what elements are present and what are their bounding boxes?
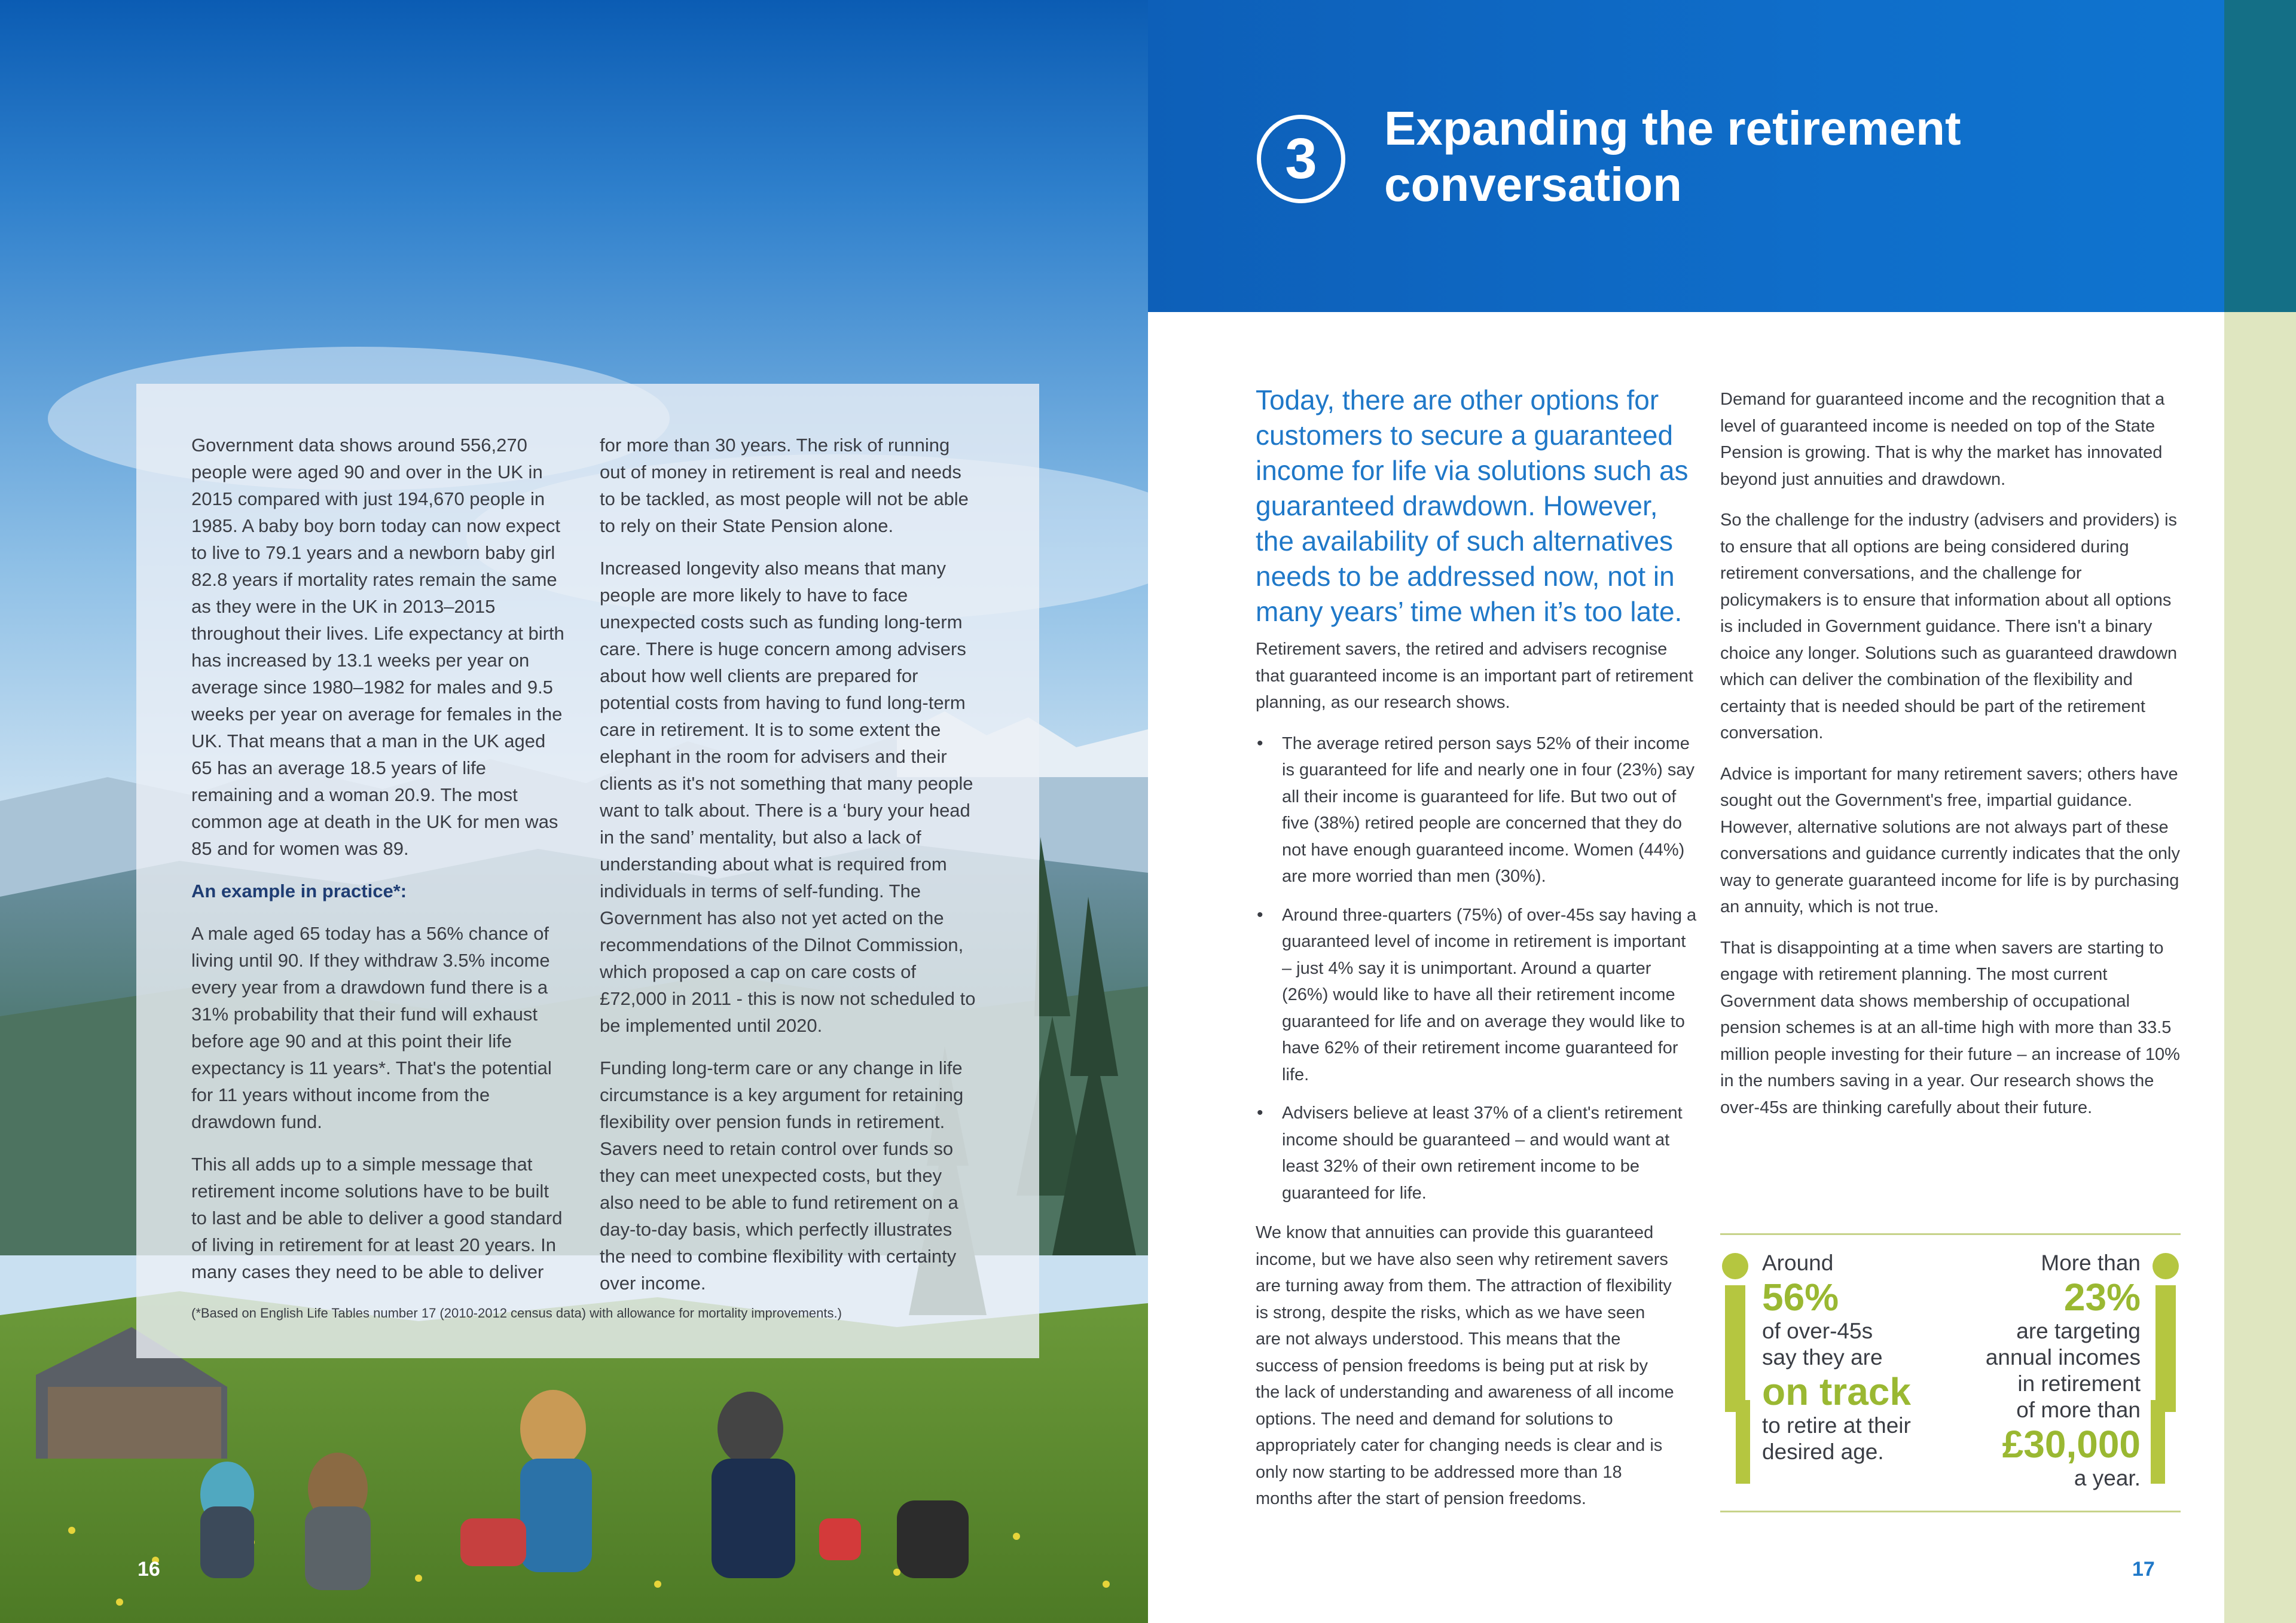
- lead-paragraph: Today, there are other options for customers to secure a guaranteed income for life via solutions such as guaranteed drawdown. However, the availability of such alternatives needs to be addressed now, not in many years’ time when it’s too late.: [1256, 384, 1689, 627]
- example-heading: An example in practice*:: [191, 881, 407, 901]
- right-column-1: [1256, 636, 1698, 1221]
- right-page: [1148, 0, 2296, 1623]
- stat-highlight: on track: [1762, 1370, 1911, 1413]
- body-paragraph: Advice is important for many retirement savers; others have sought out the Government's free, impartial guidance. However, alternative solutions are not always part of these conversations and guidance currently indicates that the only way to generate guaranteed income for life is by purchasing an annuity, which is not true.: [1720, 764, 2180, 916]
- section-number: 3: [1285, 127, 1317, 191]
- stat-text: annual incomes: [1985, 1345, 2141, 1370]
- text-panel: [136, 384, 1039, 1358]
- stat-income-target: [1937, 1250, 2141, 1491]
- body-paragraph: Government data shows around 556,270 people were aged 90 and over in the UK in 2015 compared with just 194,670 people in 1985. A baby boy born today can now expect to live to 79.1 years and a newborn baby girl 82.8 years if mortality rates remain the same as they were in the UK in 2013–2015 throughout their lives. Life expectancy at birth has increased by 13.1 weeks per year on average since 1980–1982 for males and 9.5 weeks per year on average for females in the UK. That means that a man in the UK aged 65 has an average 18.5 years of life remaining and a woman 20.9. The most common age at death in the UK for men was 85 and for women was 89.: [191, 435, 564, 859]
- body-paragraph: A male aged 65 today has a 56% chance of living until 90. If they withdraw 3.5% income every year from a drawdown fund there is a 31% probability that their fund will exhaust before age 90 and at this point their life expectancy is 11 years*. That's the potential for 11 years without income from the drawdown fund.: [191, 923, 552, 1132]
- section-title: Expanding the retirement conversation: [1384, 102, 1961, 211]
- closing-paragraph: We know that annuities can provide this guaranteed income, but we have also seen why retirement savers are turning away from them. The attraction of flexibility is strong, despite the risks, which as we have seen are not always understood. This means that the success of pension freedoms is being put at risk by the lack of understanding and awareness of all income options. The need and demand for solutions to appropriately cater for changing needs is clear and is only now starting to be addressed more than 18 months after the start of pension freedoms.: [1256, 1223, 1674, 1508]
- page-number-right: 17: [2132, 1558, 2155, 1581]
- body-paragraph: Funding long-term care or any change in life circumstance is a key argument for retaining flexibility over pension funds in retirement. Savers need to retain control over funds so they can meet unexpected costs, but they also need to be able to fund retirement on a day-to-day basis, which perfectly illustrates the need to combine flexibility with certainty over income.: [600, 1057, 964, 1294]
- body-paragraph: Increased longevity also means that many people are more likely to have to face unexpected costs such as funding long-term care. There is huge concern among advisers about how well clients are prepared for potential costs from having to fund long-term care in retirement. It is to some extent the elephant in the room for advisers and their clients as it's not something that many people want to talk about. There is a ‘bury your head in the sand’ mentality, but also a lack of understanding about what is required from individuals in terms of self-funding. The Government has also not yet acted on the recommendations of the Dilnot Commission, which proposed a cap on care costs of £72,000 in 2011 - this is now not scheduled to be implemented until 2020.: [600, 558, 976, 1036]
- infographic-bottom-rule: [1720, 1511, 2181, 1512]
- body-paragraph: So the challenge for the industry (advisers and providers) is to ensure that all options are being considered during retirement conversations, and the challenge for policymakers is to ensure that information about all options is included in Government guidance. There isn't a binary choice any longer. Solutions such as guaranteed drawdown which can deliver the combination of the flexibility and certainty that is needed should be part of the retirement conversation.: [1720, 511, 2178, 742]
- stat-text: a year.: [2074, 1466, 2141, 1490]
- teal-edge-strip: [2224, 0, 2296, 312]
- stat-text: desired age.: [1762, 1439, 1884, 1464]
- green-edge-strip: [2224, 312, 2296, 1623]
- stat-text: say they are: [1762, 1345, 1883, 1370]
- stat-on-track: [1762, 1250, 1953, 1465]
- bullet-item: • Around three-quarters (75%) of over-45s say having a guaranteed level of income in retirement is important – just 4% say it is unimportant. Around a quarter (26%) would like to have all their retirement income guaranteed for life and on average they would like to have 62% of their retirement income guaranteed for life.: [1256, 902, 1698, 1089]
- intro-paragraph: Retirement savers, the retired and advisers recognise that guaranteed income is an important part of retirement planning, as our research shows.: [1256, 640, 1693, 712]
- left-column-2: [600, 432, 976, 1312]
- page-number-left: 16: [138, 1558, 160, 1581]
- body-paragraph: This all adds up to a simple message that retirement income solutions have to be built to last and be able to deliver a good standard of living in retirement for at least 20 years. In many cases they need to be able to deliver: [191, 1154, 563, 1282]
- stat-text: to retire at their: [1762, 1413, 1911, 1438]
- section-number-badge: [1257, 115, 1345, 203]
- stat-figure: 56%: [1762, 1276, 1839, 1319]
- body-paragraph: Demand for guaranteed income and the recognition that a level of guaranteed income is needed on top of the State Pension is growing. That is why the market has innovated beyond just annuities and drawdown.: [1720, 390, 2165, 489]
- stat-amount: £30,000: [2002, 1423, 2141, 1466]
- footnote: (*Based on English Life Tables number 17 (2010-2012 census data) with allowance for mortality improvements.): [191, 1306, 842, 1321]
- right-column-2: [1720, 386, 2181, 1135]
- closing-paragraph-block: [1256, 1219, 1674, 1527]
- bullet-item: • The average retired person says 52% of their income is guaranteed for life and nearly one in four (23%) say all their income is guaranteed for life. But two out of five (38%) retired people are concerned that they do not have enough guaranteed income. Women (44%) are more worried than men (30%).: [1256, 730, 1698, 890]
- stat-text: of over-45s: [1762, 1319, 1873, 1343]
- stat-text: Around: [1762, 1251, 1834, 1275]
- person-bracket-left-icon: [1720, 1251, 1750, 1491]
- stat-text: in retirement: [2017, 1371, 2141, 1396]
- bullet-item: • Advisers believe at least 37% of a client's retirement income should be guaranteed – and would want at least 32% of their own retirement income to be guaranteed for life.: [1256, 1100, 1698, 1206]
- person-bracket-right-icon: [2151, 1251, 2181, 1491]
- body-paragraph: for more than 30 years. The risk of running out of money in retirement is real and needs to be tackled, as most people will not be able to rely on their State Pension alone.: [600, 435, 969, 536]
- infographic-top-rule: [1720, 1233, 2181, 1235]
- left-column-1: [191, 432, 568, 1301]
- bullet-list: [1256, 730, 1698, 1207]
- body-paragraph: That is disappointing at a time when savers are starting to engage with retirement planning. The most current Government data shows membership of occupational pension schemes is at an all-time high with more than 33.5 million people investing for their future – an increase of 10% in the numbers saving in a year. Our research shows the over-45s are thinking carefully about their future.: [1720, 938, 2180, 1117]
- stat-text: are targeting: [2016, 1319, 2141, 1343]
- stat-text: More than: [2041, 1251, 2141, 1275]
- stat-text: of more than: [2016, 1398, 2141, 1422]
- stat-figure: 23%: [2063, 1276, 2141, 1319]
